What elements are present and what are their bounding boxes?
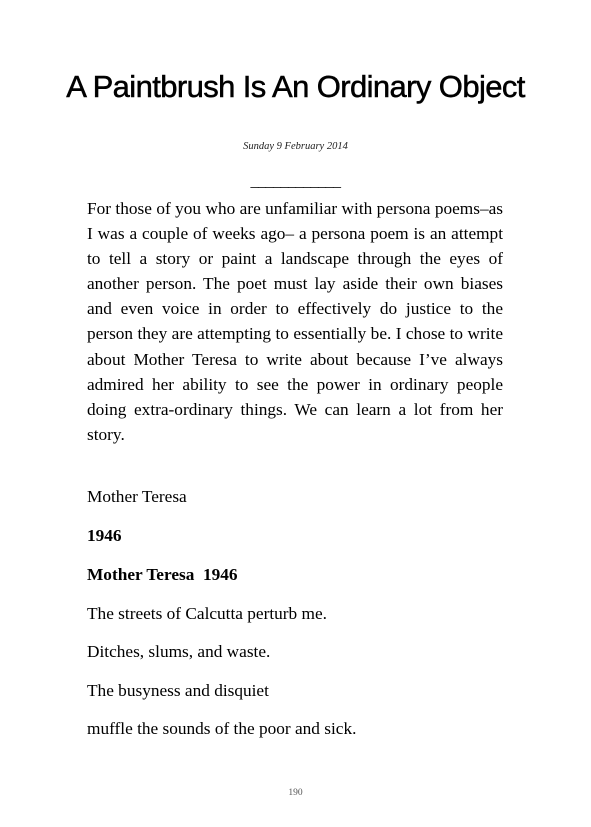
page-number: 190 (288, 788, 303, 798)
poem-line: muffle the sounds of the poor and sick. (87, 719, 357, 738)
poem-name: Mother Teresa (87, 487, 187, 506)
intro-paragraph: For those of you who are unfamiliar with persona poems–as I was a couple of weeks ago– a persona poem is an attempt to tell a story or paint a landscape through the eyes of another person. The poet must lay aside their own biases and even voice in order to effectively do justice to the person they are attempting to essentially be. I chose to write about Mother Teresa to write about because I’ve always admired her ability to see the power in ordinary people doing extra-ordinary things. We can learn a lot from her story. (87, 199, 503, 444)
poem-line: Ditches, slums, and waste. (87, 642, 271, 661)
post-date: Sunday 9 February 2014 (243, 141, 348, 152)
poem-year: 1946 (87, 526, 122, 545)
page-title: A Paintbrush Is An Ordinary Object (66, 69, 525, 104)
poem-line: The busyness and disquiet (87, 681, 269, 700)
poem-heading: Mother Teresa 1946 (87, 565, 238, 584)
separator-line: ____________ (250, 173, 341, 190)
poem-line: The streets of Calcutta perturb me. (87, 604, 327, 623)
